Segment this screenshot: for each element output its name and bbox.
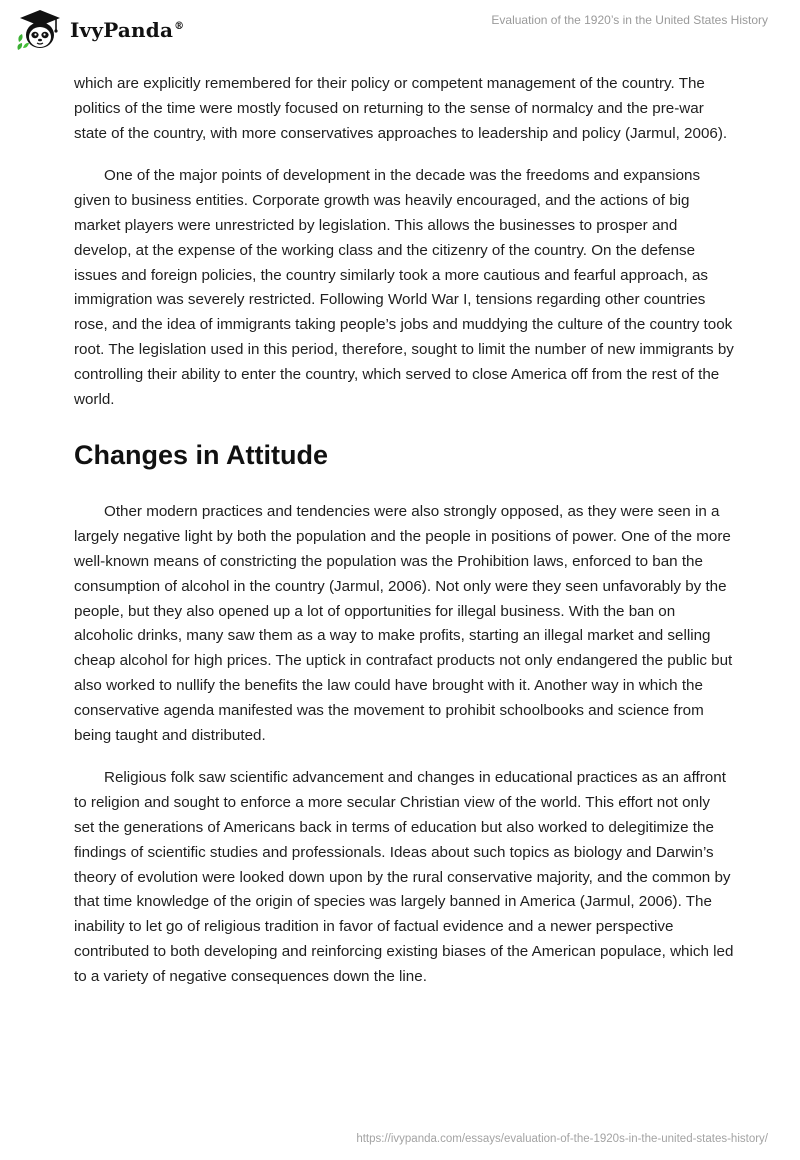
paragraph: One of the major points of development in the decade was the freedoms and expansions given to business entities. Corporate growth was heavily encouraged, and the actions of big market players were unrestricted by legislation. This allows the businesses to prosper and develop, at the expense of the working class and the citizenry of the country. On the defense issues and foreign policies, the country similarly took a more cautious and fearful approach, as immigration was severely restricted. Following World War I, tensions regarding other countries rose, and the idea of immigrants taking people’s jobs and muddying the culture of the country took root. The legislation used in this period, therefore, sought to limit the number of new immigrants by controlling their ability to enter the country, which served to close America off from the rest of the world. <box>74 167 734 408</box>
paragraph-gap <box>74 146 734 164</box>
paragraph: which are explicitly remembered for their policy or competent management of the country. The politics of the time were mostly focused on returning to the sense of normalcy and the pre-war state of the country, with more conservatives approaches to leadership and policy (Jarmul, 2006). <box>74 75 728 142</box>
paragraph-gap <box>74 748 734 766</box>
document-title: Evaluation of the 1920’s in the United States History <box>491 13 768 27</box>
paragraph: Other modern practices and tendencies were also strongly opposed, as they were seen in a largely negative light by both the population and the people in positions of power. One of the more well-known means of constricting the population was the Prohibition laws, enforced to ban the consumption of alcohol in the country (Jarmul, 2006). Not only were they seen unfavorably by the people, but they also opened up a lot of opportunities for illegal business. With the ban on alcoholic drinks, many saw them as a way to make profits, starting an illegal market and selling cheap alcohol for high prices. The uptick in contrafact products not only endangered the public but also worked to nullify the benefits the law could have brought with it. Another way in which the conservative agenda manifested was the movement to prohibit schoolbooks and science from being taught and distributed. <box>74 503 733 744</box>
brand-name <box>70 18 184 42</box>
page-header <box>0 0 800 64</box>
ivypanda-logo[interactable] <box>16 8 184 52</box>
section-heading: Changes in Attitude <box>74 440 328 471</box>
brand-text: IvyPanda <box>70 18 174 42</box>
article-body <box>74 72 734 990</box>
panda-graduate-logo-icon <box>16 8 64 52</box>
registered-mark: ® <box>174 21 185 33</box>
source-url[interactable]: https://ivypanda.com/essays/evaluation-of-the-1920s-in-the-united-states-history/ <box>356 1133 768 1145</box>
paragraph: Religious folk saw scientific advancement and changes in educational practices as an affront to religion and sought to enforce a more secular Christian view of the world. This effort not only set the generations of Americans back in terms of education but also worked to delegitimize the findings of scientific studies and professionals. Ideas about such topics as biology and Darwin’s theory of evolution were looked down upon by the rural conservative majority, and the common by that time knowledge of the origin of species was largely banned in America (Jarmul, 2006). The inability to let go of religious tradition in favor of factual evidence and a newer perspective contributed to both developing and reinforcing existing biases of the American populace, which led to a variety of negative consequences down the line. <box>74 769 734 985</box>
